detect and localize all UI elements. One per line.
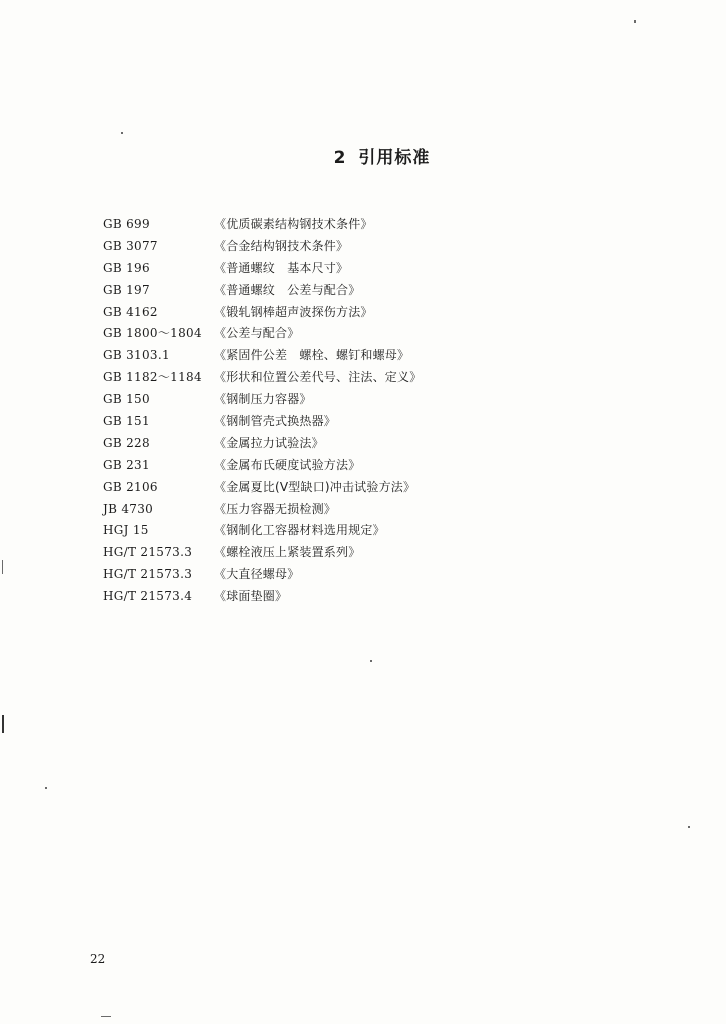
scan-speck [121,132,123,134]
section-heading [0,143,726,168]
scan-speck [2,560,3,574]
list-item [103,214,503,236]
standard-code: GB 3103.1 [103,348,170,363]
list-item [103,258,503,280]
scan-speck [101,1016,111,1017]
standard-code: GB 151 [103,414,150,429]
list-item [103,236,503,258]
standard-code: GB 1800～1804 [103,326,202,341]
standard-code: GB 196 [103,260,150,275]
standard-code: GB 197 [103,282,150,297]
standard-title: 《钢制压力容器》 [214,392,312,407]
standard-title: 《金属夏比(V型缺口)冲击试验方法》 [214,479,416,494]
list-item [103,455,503,477]
standard-title: 《合金结构钢技术条件》 [214,238,349,253]
list-item [103,280,503,302]
list-item [103,367,503,389]
standard-title: 《金属布氏硬度试验方法》 [214,457,361,472]
standard-code: HG/T 21573.3 [103,567,193,582]
standard-code: GB 228 [103,435,150,450]
standard-code: JB 4730 [103,501,154,516]
standard-title: 《钢制管壳式换热器》 [214,414,337,429]
standard-title: 《金属拉力试验法》 [214,435,324,450]
standard-title: 《钢制化工容器材料选用规定》 [214,523,385,538]
list-item [103,433,503,455]
list-item [103,499,503,521]
standard-code: GB 699 [103,217,150,231]
standard-title: 《公差与配合》 [214,326,300,341]
list-item [103,477,503,499]
list-item [103,302,503,324]
referenced-standards-list [103,214,503,608]
list-item [103,564,503,586]
list-item [103,586,503,608]
list-item [103,345,503,367]
scan-speck [45,787,47,789]
standard-code: HG/T 21573.3 [103,545,193,560]
standard-title: 《锻轧钢棒超声波探伤方法》 [214,304,373,319]
standard-title: 《普通螺纹 公差与配合》 [214,282,361,297]
standard-code: GB 1182～1184 [103,370,202,385]
standard-title: 《形状和位置公差代号、注法、定义》 [214,370,422,385]
section-number: 2 [333,148,347,168]
standard-title: 《大直径螺母》 [214,567,300,582]
standard-title: 《紧固件公差 螺栓、螺钉和螺母》 [214,348,410,363]
standard-code: HGJ 15 [103,523,149,538]
standard-code: GB 3077 [103,238,158,253]
list-item [103,542,503,564]
standard-code: HG/T 21573.4 [103,589,193,604]
standard-title: 《压力容器无损检测》 [214,501,337,516]
standard-title: 《普通螺纹 基本尺寸》 [214,260,349,275]
standard-code: GB 150 [103,392,150,407]
list-item [103,323,503,345]
scan-speck [2,715,4,733]
standard-title: 《优质碳素结构钢技术条件》 [214,217,373,231]
page-number: 22 [90,952,106,966]
standard-title: 《螺栓液压上紧装置系列》 [214,545,361,560]
scan-speck [370,660,372,662]
scan-speck [634,20,636,23]
standard-title: 《球面垫圈》 [214,589,288,604]
list-item [103,520,503,542]
standard-code: GB 4162 [103,304,158,319]
scan-speck [688,826,690,828]
list-item [103,411,503,433]
standard-code: GB 231 [103,457,150,472]
section-title: 引用标准 [358,148,431,168]
standard-code: GB 2106 [103,479,158,494]
list-item [103,389,503,411]
